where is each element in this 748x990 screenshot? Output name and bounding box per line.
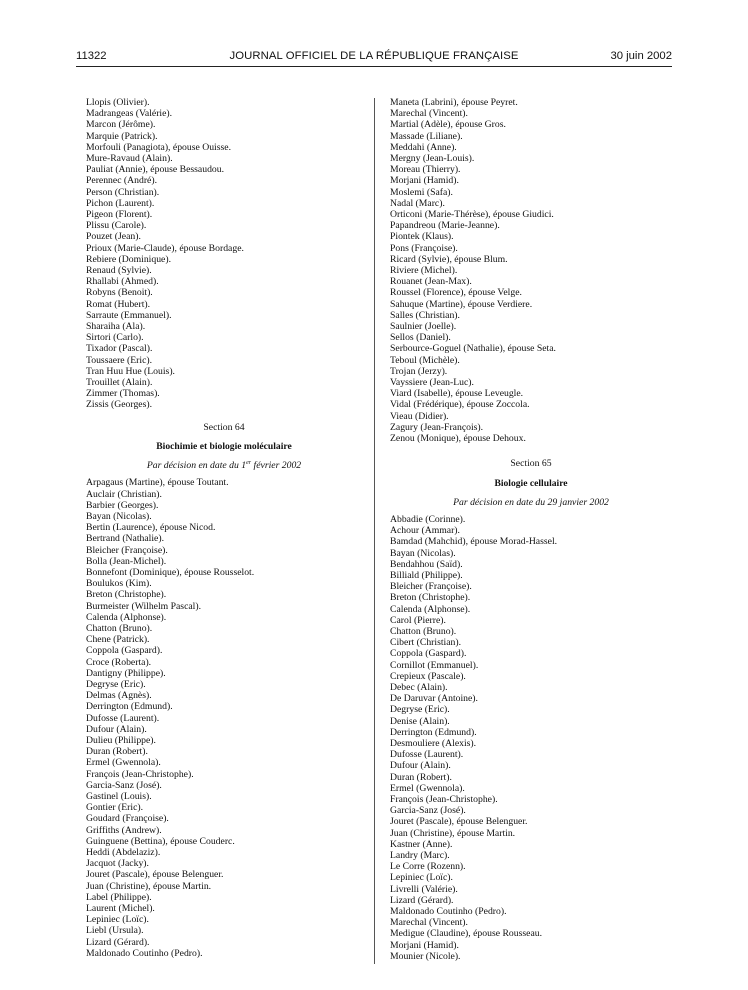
list-item: Marquie (Patrick). xyxy=(86,130,158,142)
list-item: Arpagaus (Martine), épouse Toutant. xyxy=(86,477,229,489)
list-item: Mergny (Jean-Louis). xyxy=(390,153,475,165)
list-item: Delmas (Agnès). xyxy=(86,690,152,702)
list-item: Prioux (Marie-Claude), épouse Bordage. xyxy=(86,242,244,254)
list-item: Dantigny (Philippe). xyxy=(86,667,166,679)
name-list xyxy=(86,477,362,959)
list-item: Crepieux (Pascale). xyxy=(390,670,466,682)
list-item: Sirtori (Carlo). xyxy=(86,332,144,344)
list-item: Maneta (Labrini), épouse Peyret. xyxy=(390,97,518,108)
list-item: Rebiere (Dominique). xyxy=(86,253,172,265)
list-item: Teboul (Michèle). xyxy=(390,354,460,366)
list-item: Tran Huu Hue (Louis). xyxy=(86,365,175,377)
list-item: Gontier (Eric). xyxy=(86,802,144,814)
list-item: Laurent (Michel). xyxy=(86,903,155,915)
list-item: Trojan (Jerzy). xyxy=(390,365,448,377)
list-item: Billiald (Philippe). xyxy=(390,569,463,581)
list-item: Llopis (Olivier). xyxy=(86,97,150,108)
list-item: Duran (Robert). xyxy=(86,746,148,758)
list-item: Lizard (Gérard). xyxy=(390,894,454,906)
list-item: Dufosse (Laurent). xyxy=(390,749,464,761)
list-item: Moreau (Thierry). xyxy=(390,164,461,176)
list-item: Griffiths (Andrew). xyxy=(86,824,162,836)
list-item: Barbier (Georges). xyxy=(86,499,159,511)
list-item: Viard (Isabelle), épouse Leveugle. xyxy=(390,388,524,400)
list-item: Renaud (Sylvie). xyxy=(86,265,152,277)
list-item: Mounier (Nicole). xyxy=(390,950,461,962)
list-item: Bonnefont (Dominique), épouse Rousselot. xyxy=(86,566,255,578)
list-item: Saulnier (Joelle). xyxy=(390,321,457,333)
list-item: Pauliat (Annie), épouse Bessaudou. xyxy=(86,164,225,176)
list-item: Tixador (Pascal). xyxy=(86,343,153,355)
list-item: Nadal (Marc). xyxy=(390,197,445,209)
list-item: Breton (Christophe). xyxy=(390,592,471,604)
list-item: Cibert (Christian). xyxy=(390,637,462,649)
list-item: Bolla (Jean-Michel). xyxy=(86,555,167,567)
list-item: Sharaiha (Ala). xyxy=(86,321,146,333)
decision-prefix: Par décision en date du 1 xyxy=(146,460,247,472)
list-item: Lepiniec (Loïc). xyxy=(390,872,453,884)
list-item: Salles (Christian). xyxy=(390,309,460,321)
list-item: Maldonado Coutinho (Pedro). xyxy=(86,947,203,959)
list-item: Rhallabi (Ahmed). xyxy=(86,276,159,288)
list-item: Goudard (Françoise). xyxy=(86,813,169,825)
list-item: Dufosse (Laurent). xyxy=(86,712,160,724)
list-item: Pichon (Laurent). xyxy=(86,197,155,209)
list-item: Croce (Roberta). xyxy=(86,656,152,668)
list-item: Chene (Patrick). xyxy=(86,634,150,646)
list-item: Sellos (Daniel). xyxy=(390,332,451,344)
list-item: Jacquot (Jacky). xyxy=(86,858,149,870)
list-item: Juan (Christine), épouse Martin. xyxy=(390,827,516,839)
list-item: De Daruvar (Antoine). xyxy=(390,693,478,705)
page-number: 11322 xyxy=(76,50,107,62)
list-item: Degryse (Eric). xyxy=(86,678,146,690)
list-item: Zenou (Monique), épouse Dehoux. xyxy=(390,433,526,445)
journal-title: JOURNAL OFFICIEL DE LA RÉPUBLIQUE FRANÇAISE xyxy=(229,50,519,62)
list-item: Degryse (Eric). xyxy=(390,704,450,716)
list-item: Morfouli (Panagiota), épouse Ouisse. xyxy=(86,141,232,153)
list-item: Riviere (Michel). xyxy=(390,265,458,277)
publication-date: 30 juin 2002 xyxy=(610,50,672,62)
list-item: Vayssiere (Jean-Luc). xyxy=(390,377,474,389)
list-item: Chatton (Bruno). xyxy=(86,622,153,634)
list-item: Morjani (Hamid). xyxy=(390,939,459,951)
list-item: Duran (Robert). xyxy=(390,771,452,783)
list-item: Papandreou (Marie-Jeanne). xyxy=(390,220,500,232)
name-list xyxy=(390,514,672,962)
list-item: François (Jean-Christophe). xyxy=(86,768,194,780)
list-item: Breton (Christophe). xyxy=(86,589,167,601)
list-item: Achour (Ammar). xyxy=(390,525,460,537)
list-item: Dufour (Alain). xyxy=(390,760,451,772)
list-item: Gastinel (Louis). xyxy=(86,790,152,802)
list-item: Zissis (Georges). xyxy=(86,399,153,411)
list-item: Livrelli (Valérie). xyxy=(390,883,458,895)
list-item: Robyns (Benoit). xyxy=(86,287,153,299)
list-item: Bleicher (Françoise). xyxy=(86,544,168,556)
list-item: Sahuque (Martine), épouse Verdiere. xyxy=(390,298,533,310)
decision-suffix: février 2002 xyxy=(251,460,302,472)
list-item: Dufour (Alain). xyxy=(86,723,147,735)
page-header xyxy=(76,48,672,67)
list-item: Boulukos (Kim). xyxy=(86,578,152,590)
list-item: Vidal (Frédérique), épouse Zoccola. xyxy=(390,399,530,411)
name-list xyxy=(86,97,362,411)
list-item: Marcon (Jérôme). xyxy=(86,119,156,131)
list-item: Jouret (Pascale), épouse Belenguer. xyxy=(390,816,528,828)
list-item: Ermel (Gwennola). xyxy=(86,757,161,769)
list-item: Meddahi (Anne). xyxy=(390,141,457,153)
list-item: Roussel (Florence), épouse Velge. xyxy=(390,287,522,299)
list-item: Calenda (Alphonse). xyxy=(390,603,471,615)
list-item: Marechal (Vincent). xyxy=(390,108,468,120)
list-item: Juan (Christine), épouse Martin. xyxy=(86,880,212,892)
list-item: Heddi (Abdelaziz). xyxy=(86,847,161,858)
list-item: Marechal (Vincent). xyxy=(390,917,468,929)
list-item: Ermel (Gwennola). xyxy=(390,782,465,794)
list-item: Derrington (Edmund). xyxy=(390,726,477,738)
section-number: Section 65 xyxy=(510,458,552,470)
list-item: Derrington (Edmund). xyxy=(86,701,173,713)
list-item: Lizard (Gérard). xyxy=(86,936,150,948)
list-item: Bayan (Nicolas). xyxy=(390,547,456,559)
list-item: Plissu (Carole). xyxy=(86,220,147,232)
list-item: Maldonado Coutinho (Pedro). xyxy=(390,906,507,918)
decision-date: Par décision en date du 29 janvier 2002 xyxy=(453,496,609,508)
list-item: Desmouliere (Alexis). xyxy=(390,737,477,749)
list-item: Garcia-Sanz (José). xyxy=(86,779,162,791)
list-item: Bamdad (Mahchid), épouse Morad-Hassel. xyxy=(390,536,558,548)
list-item: Person (Christian). xyxy=(86,186,160,198)
list-item: Bayan (Nicolas). xyxy=(86,510,152,522)
list-item: Auclair (Christian). xyxy=(86,488,162,500)
list-item: Ricard (Sylvie), épouse Blum. xyxy=(390,253,508,265)
list-item: Liebl (Ursula). xyxy=(86,925,144,937)
list-item: Zimmer (Thomas). xyxy=(86,388,160,400)
list-item: Vieau (Didier). xyxy=(390,410,449,422)
list-item: Chatton (Bruno). xyxy=(390,625,457,637)
list-item: Pouzet (Jean). xyxy=(86,231,141,243)
list-item: Guinguene (Bettina), épouse Couderc. xyxy=(86,835,235,847)
list-item: Debec (Alain). xyxy=(390,681,448,693)
list-item: Le Corre (Rozenn). xyxy=(390,861,466,873)
list-item: Medigue (Claudine), épouse Rousseau. xyxy=(390,928,543,940)
section-number: Section 64 xyxy=(203,421,245,433)
list-item: Lepiniec (Loïc). xyxy=(86,914,149,926)
list-item: Sarraute (Emmanuel). xyxy=(86,309,172,321)
list-item: Coppola (Gaspard). xyxy=(390,648,467,660)
list-item: Rouanet (Jean-Max). xyxy=(390,276,472,288)
list-item: Romat (Hubert). xyxy=(86,298,151,310)
name-list xyxy=(390,97,672,444)
section-title: Biologie cellulaire xyxy=(494,477,568,489)
column-divider xyxy=(374,98,375,964)
list-item: Jouret (Pascale), épouse Belenguer. xyxy=(86,869,224,881)
list-item: Dulieu (Philippe). xyxy=(86,734,156,746)
section-title: Biochimie et biologie moléculaire xyxy=(156,440,292,452)
list-item: Garcia-Sanz (José). xyxy=(390,805,466,817)
list-item: Calenda (Alphonse). xyxy=(86,611,167,623)
list-item: Moslemi (Safa). xyxy=(390,186,453,198)
list-item: Toussaere (Eric). xyxy=(86,354,153,366)
list-item: Perennec (André). xyxy=(86,175,158,187)
list-item: Cornillot (Emmanuel). xyxy=(390,659,479,671)
list-item: Bendahhou (Saïd). xyxy=(390,558,463,570)
list-item: Denise (Alain). xyxy=(390,715,450,727)
left-column xyxy=(86,97,362,959)
list-item: Bleicher (Françoise). xyxy=(390,581,472,593)
right-column xyxy=(390,97,672,962)
list-item: Trouillet (Alain). xyxy=(86,377,153,389)
list-item: François (Jean-Christophe). xyxy=(390,793,498,805)
list-item: Bertin (Laurence), épouse Nicod. xyxy=(86,522,216,534)
list-item: Pigeon (Florent). xyxy=(86,209,153,221)
list-item: Mure-Ravaud (Alain). xyxy=(86,153,173,165)
list-item: Martial (Adèle), épouse Gros. xyxy=(390,119,506,131)
list-item: Morjani (Hamid). xyxy=(390,175,459,187)
list-item: Orticoni (Marie-Thérèse), épouse Giudici. xyxy=(390,209,554,221)
list-item: Label (Philippe). xyxy=(86,891,152,903)
list-item: Bertrand (Nathalie). xyxy=(86,533,165,545)
decision-superscript: er xyxy=(246,459,252,466)
list-item: Massade (Liliane). xyxy=(390,130,463,142)
list-item: Landry (Marc). xyxy=(390,850,450,861)
list-item: Burmeister (Wilhelm Pascal). xyxy=(86,600,202,612)
list-item: Kastner (Anne). xyxy=(390,838,453,850)
list-item: Serbource-Goguel (Nathalie), épouse Seta. xyxy=(390,343,556,355)
list-item: Coppola (Gaspard). xyxy=(86,645,163,657)
list-item: Madrangeas (Valérie). xyxy=(86,108,173,120)
list-item: Piontek (Klaus). xyxy=(390,231,454,243)
list-item: Carol (Pierre). xyxy=(390,614,446,626)
list-item: Abbadie (Corinne). xyxy=(390,513,466,525)
list-item: Pons (Françoise). xyxy=(390,242,458,254)
list-item: Zagury (Jean-François). xyxy=(390,421,484,433)
decision-date xyxy=(86,460,362,471)
